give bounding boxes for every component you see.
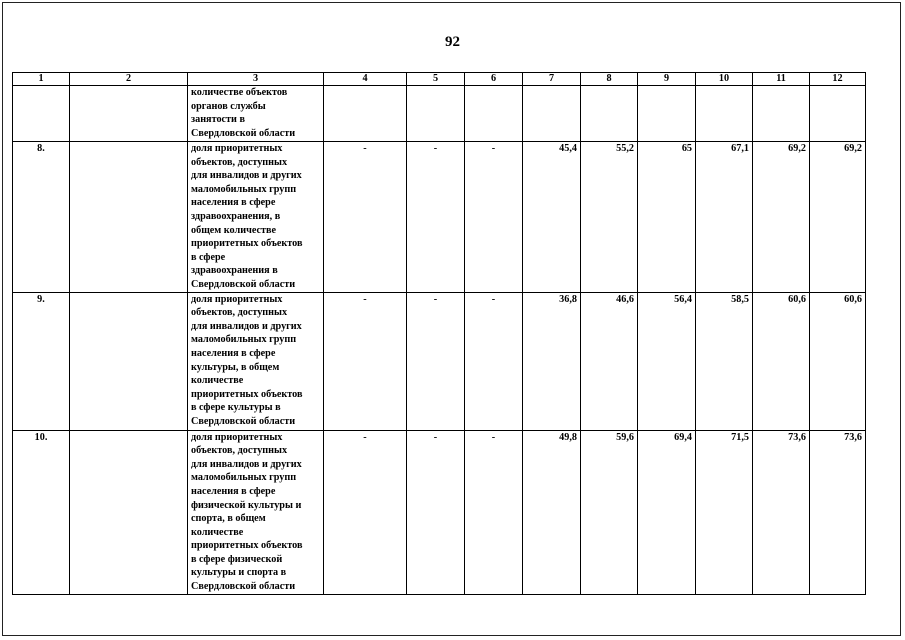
value-col12: 73,6 — [810, 430, 866, 594]
col-header-11: 11 — [753, 73, 810, 86]
cell-empty — [753, 86, 810, 142]
value-col10: 71,5 — [696, 430, 753, 594]
value-col10: 58,5 — [696, 292, 753, 430]
value-col6: - — [465, 292, 523, 430]
value-col10: 67,1 — [696, 142, 753, 293]
value-col4: - — [324, 142, 407, 293]
table-row — [13, 430, 866, 594]
col-header-9: 9 — [638, 73, 696, 86]
col-header-4: 4 — [324, 73, 407, 86]
indicator-label: доля приоритетных объектов, доступных для инвалидов и других маломобильных групп населения в сфере здравоохранения, в общем количестве приоритетных объектов в сфере здравоохранения в Свердловской области — [191, 143, 303, 290]
value-col11: 73,6 — [753, 430, 810, 594]
cell-empty — [638, 86, 696, 142]
value-col8: 55,2 — [581, 142, 638, 293]
value-col8: 59,6 — [581, 430, 638, 594]
indicator-table — [12, 72, 866, 595]
value-col5: - — [407, 430, 465, 594]
value-col4: - — [324, 292, 407, 430]
indicator-name — [188, 142, 324, 293]
cell-empty — [70, 292, 188, 430]
cell-empty — [324, 86, 407, 142]
cell-empty — [13, 86, 70, 142]
value-col7: 49,8 — [523, 430, 581, 594]
value-col7: 36,8 — [523, 292, 581, 430]
value-col8: 46,6 — [581, 292, 638, 430]
value-col6: - — [465, 142, 523, 293]
value-col7: 45,4 — [523, 142, 581, 293]
cell-empty — [70, 430, 188, 594]
value-col9: 56,4 — [638, 292, 696, 430]
cell-empty — [70, 142, 188, 293]
col-header-1: 1 — [13, 73, 70, 86]
cell-empty — [581, 86, 638, 142]
value-col9: 65 — [638, 142, 696, 293]
continuation-label: количестве объектов органов службы занятости в Свердловской области — [191, 87, 296, 139]
table-row — [13, 292, 866, 430]
value-col11: 60,6 — [753, 292, 810, 430]
header-row — [13, 73, 866, 86]
cell-empty — [696, 86, 753, 142]
indicator-label: доля приоритетных объектов, доступных для инвалидов и других маломобильных групп населения в сфере культуры, в общем количестве приоритетных объектов в сфере культуры в Свердловской области — [191, 293, 303, 427]
row-number: 8. — [13, 142, 70, 293]
row-number: 10. — [13, 430, 70, 594]
cell-empty — [810, 86, 866, 142]
value-col4: - — [324, 430, 407, 594]
value-col5: - — [407, 292, 465, 430]
cell-empty — [70, 86, 188, 142]
value-col12: 69,2 — [810, 142, 866, 293]
indicator-label: доля приоритетных объектов, доступных для инвалидов и других маломобильных групп населения в сфере физической культуры и спорта, в общем количестве приоритетных объектов в сфере физической культуры и спорта в Свердловской области — [191, 431, 303, 593]
col-header-2: 2 — [70, 73, 188, 86]
value-col5: - — [407, 142, 465, 293]
cell-empty — [407, 86, 465, 142]
col-header-6: 6 — [465, 73, 523, 86]
row-number: 9. — [13, 292, 70, 430]
table-row — [13, 142, 866, 293]
continuation-text — [188, 86, 324, 142]
col-header-3: 3 — [188, 73, 324, 86]
col-header-10: 10 — [696, 73, 753, 86]
col-header-7: 7 — [523, 73, 581, 86]
indicator-name — [188, 292, 324, 430]
col-header-5: 5 — [407, 73, 465, 86]
value-col6: - — [465, 430, 523, 594]
continuation-row — [13, 86, 866, 142]
value-col9: 69,4 — [638, 430, 696, 594]
value-col12: 60,6 — [810, 292, 866, 430]
value-col11: 69,2 — [753, 142, 810, 293]
col-header-12: 12 — [810, 73, 866, 86]
page-number: 92 — [445, 34, 460, 50]
col-header-8: 8 — [581, 73, 638, 86]
cell-empty — [523, 86, 581, 142]
indicator-name — [188, 430, 324, 594]
cell-empty — [465, 86, 523, 142]
